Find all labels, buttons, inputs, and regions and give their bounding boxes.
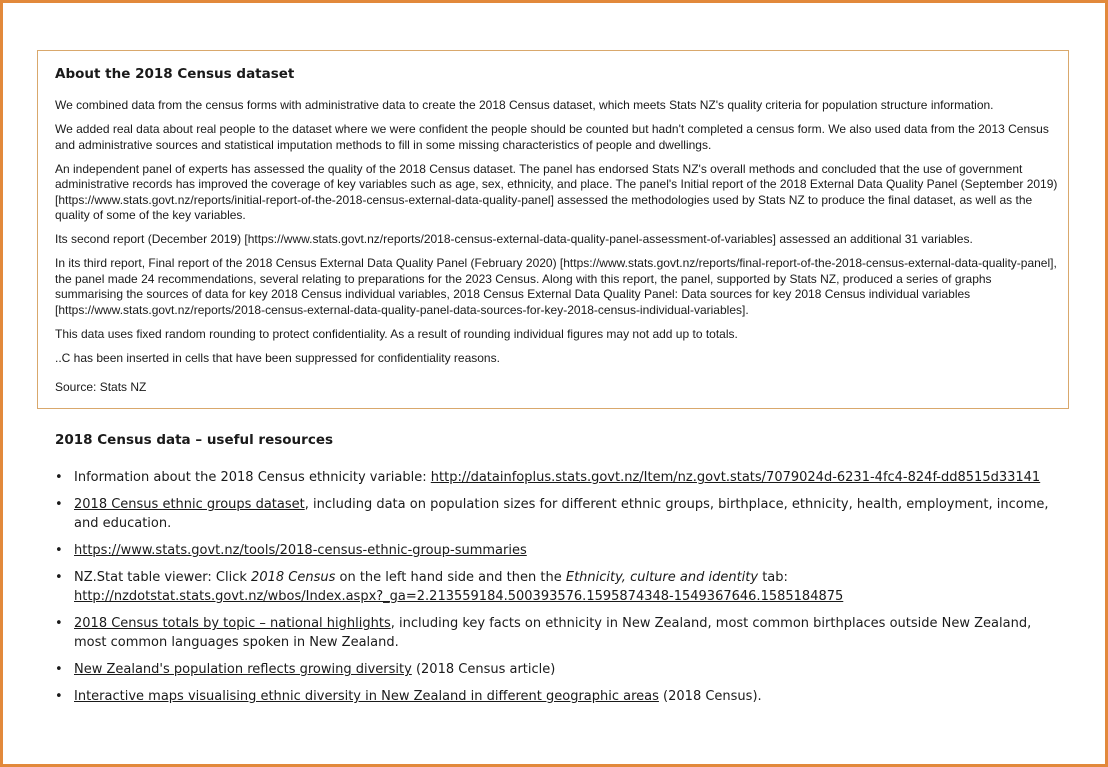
bullet-icon: • [55,689,63,704]
resource-text: , including data on population sizes for different ethnic groups, birthplace, ethnicity, health, employment, income, and education. [74,497,1049,531]
about-paragraph: We added real data about real people to the dataset where we were confident the people should be counted but hadn't completed a census form. We also used data from the 2013 Census and administrative sources and statistical imputation methods to fill in some missing characteristics of people and dwellings. [55,122,1049,152]
resources-list [55,468,1055,706]
resource-emphasis: Ethnicity, culture and identity [565,570,759,585]
resources-title: 2018 Census data – useful resources [55,432,334,448]
resource-emphasis: 2018 Census [251,570,336,585]
about-paragraph: An independent panel of experts has assessed the quality of the 2018 Census dataset. The panel has endorsed Stats NZ's overall methods and concluded that the use of government administrative records has improved the coverage of key variables such as age, sex, ethnicity, and place. The panel's Initial report of the 2018 External Data Quality Panel (September 2019) [https://www.stats.govt.nz/reports/initial-report-of-the-2018-census-external-data-quality-panel] assessed the methodologies used by Stats NZ to produce the final dataset, as well as the quality of some of the key variables. [55,161,1058,222]
growing-diversity-link[interactable]: New Zealand's population reflects growing diversity [74,662,412,677]
nzstat-viewer-link[interactable]: http://nzdotstat.stats.govt.nz/wbos/Index.aspx?_ga=2.213559184.500393576.1595874348-1549367646.1585184875 [74,589,844,604]
about-paragraph: We combined data from the census forms with administrative data to create the 2018 Census dataset, which meets Stats NZ's quality criteria for population structure information. [55,98,994,112]
resource-text: , including key facts on ethnicity in New Zealand, most common birthplaces outside New Zealand, most common languages spoken in New Zealand. [74,616,1032,650]
resource-text: (2018 Census). [658,689,762,704]
about-paragraph: This data uses fixed random rounding to protect confidentiality. As a result of rounding individual figures may not add up to totals. [55,326,738,341]
bullet-icon: • [55,470,63,485]
resource-item-ethnic-group-summaries [55,541,1055,560]
about-paragraph: Its second report (December 2019) [https://www.stats.govt.nz/reports/2018-census-external-data-quality-panel-assessment-of-variables] assessed an additional 31 variables. [55,232,973,246]
about-dataset-box [37,50,1069,409]
resource-item-ethnic-groups-dataset [55,495,1055,533]
resource-item-census-totals [55,614,1055,652]
resource-item-ethnicity-variable [55,468,1055,487]
resource-text: on the left hand side and then the [335,570,566,585]
resource-text: (2018 Census article) [411,662,556,677]
bullet-icon: • [55,662,63,677]
resource-text: tab: [758,570,788,585]
ethnic-group-summaries-link[interactable]: https://www.stats.govt.nz/tools/2018-census-ethnic-group-summaries [74,543,527,558]
resource-text: NZ.Stat table viewer: Click [74,570,252,585]
resource-item-growing-diversity [55,660,1055,679]
bullet-icon: • [55,497,63,512]
resources-section [55,431,1055,714]
interactive-maps-link[interactable]: Interactive maps visualising ethnic diversity in New Zealand in different geographic areas [74,689,659,704]
about-paragraph: In its third report, Final report of the 2018 Census External Data Quality Panel (February 2020) [https://www.stats.govt.nz/reports/final-report-of-the-2018-census-external-data-quality-panel], the panel made 24 recommendations, several relating to preparations for the 2023 Census. Along with this report, the panel, supported by Stats NZ, produced a series of graphs summarising the sources of data for key 2018 Census individual variables, 2018 Census External Data Quality Panel: Data sources for key 2018 Census individual variables [https://www.stats.govt.nz/reports/2018-census-external-data-quality-panel-data-sources-for-key-2018-census-individual-variables]. [55,256,1057,317]
resource-text: Information about the 2018 Census ethnicity variable: [74,470,431,485]
bullet-icon: • [55,570,63,585]
about-title: About the 2018 Census dataset [55,66,295,82]
resource-item-nzstat-viewer [55,568,1055,606]
bullet-icon: • [55,616,63,631]
ethnicity-variable-link[interactable]: http://datainfoplus.stats.govt.nz/Item/nz.govt.stats/7079024d-6231-4fc4-824f-dd8515d33141 [430,470,1041,485]
bullet-icon: • [55,543,63,558]
source-note: Source: Stats NZ [55,380,147,394]
about-paragraph: ..C has been inserted in cells that have been suppressed for confidentiality reasons. [55,350,500,365]
ethnic-groups-dataset-link[interactable]: 2018 Census ethnic groups dataset [74,497,305,512]
resource-item-interactive-maps [55,687,1055,706]
census-totals-link[interactable]: 2018 Census totals by topic – national highlights [74,616,391,631]
